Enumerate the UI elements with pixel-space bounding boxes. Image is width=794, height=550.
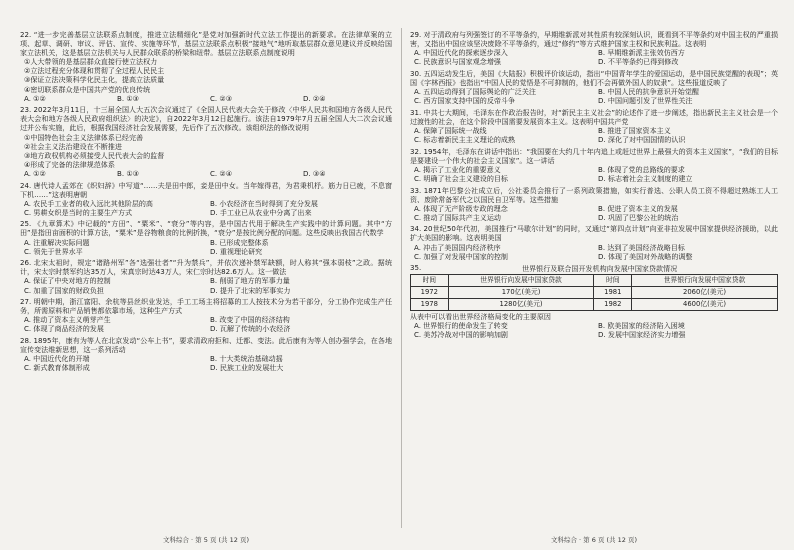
question: [410, 186, 778, 222]
question: [410, 224, 778, 260]
answer-option[interactable]: B. ①③: [117, 93, 139, 103]
question: [20, 297, 392, 333]
answer-option[interactable]: A. 揭示了工业化的重要意义: [414, 164, 501, 174]
question: [410, 30, 778, 66]
question-number: 35.: [410, 263, 422, 273]
question: [410, 147, 778, 183]
answer-option[interactable]: D. 中国问题引发了世界性关注: [598, 96, 693, 106]
answer-option[interactable]: A. 五四运动得到了国际舆论的广泛关注: [414, 87, 536, 97]
question-stem: 34. 20世纪50年代初，美国推行“马歇尔计划”的同时，又通过“第四点计划”向亚非拉发展中国家提供经济援助，以此扩大美国的影响。这表明美国: [410, 224, 778, 243]
answer-options: [410, 48, 778, 66]
answer-option[interactable]: D. 手工业已从农业中分离了出来: [210, 207, 312, 217]
question-stem: 从表中可以看出世界经济格局变化的主要原因: [410, 312, 551, 322]
question: [20, 181, 392, 217]
statement-item: ③保证立法决策科学化民主化，提高立法质量: [24, 75, 165, 85]
statement-item: ④密切联系群众是中国共产党的优良传统: [24, 84, 151, 94]
table-header-cell: 时间: [411, 275, 449, 287]
answer-options: [20, 94, 392, 103]
statement-item: ①中国特色社会主义法律体系已经完善: [24, 132, 144, 142]
answer-option[interactable]: A. 农民手工业者的收入远比其他阶层的高: [24, 198, 153, 208]
question-35: [410, 263, 778, 339]
table-title: 世界银行及联合国开发机构向发展中国家贷款情况: [522, 264, 678, 274]
statement-item: ②立法过程充分体现和贯彻了全过程人民民主: [24, 66, 165, 76]
question: [410, 108, 778, 144]
answer-option[interactable]: C. 明确了社会主义建设的目标: [414, 173, 508, 183]
answer-option[interactable]: D. 标志着社会主义制度的建立: [598, 173, 693, 183]
answer-option[interactable]: A. 保障了国际统一战线: [414, 125, 487, 135]
answer-option[interactable]: A. 体现了无产阶级专政的理念: [414, 203, 508, 213]
loan-table: [410, 274, 778, 311]
answer-option[interactable]: D. ③④: [303, 168, 326, 178]
answer-option[interactable]: D. 深化了对中国国情的认识: [598, 135, 686, 145]
answer-option[interactable]: B. 削弱了地方的军事力量: [210, 276, 290, 286]
answer-option[interactable]: A. 注重解决实际问题: [24, 237, 90, 247]
answer-option[interactable]: B. 改变了中国的经济结构: [210, 315, 290, 325]
footer-right: 文科综合 · 第 6 页 (共 12 页): [550, 536, 637, 544]
answer-option[interactable]: B. 中国人民的抗争意识开始觉醒: [598, 87, 699, 97]
answer-options: [20, 315, 392, 333]
answer-option[interactable]: D. 提升了北宋的军事实力: [210, 285, 291, 295]
answer-option[interactable]: D. 巩固了巴黎公社的统治: [598, 212, 679, 222]
table-cell: 170亿(美元): [448, 287, 594, 299]
answer-option[interactable]: D. 民族工业的发展壮大: [210, 363, 284, 373]
answer-option[interactable]: D. 重视理论研究: [210, 246, 263, 256]
table-cell: 1972: [411, 287, 449, 299]
answer-option[interactable]: B. 欧美国家的经济陷入困境: [598, 321, 685, 331]
answer-options: [410, 87, 778, 105]
answer-option[interactable]: A. 冲击了美国国内经济秩序: [414, 242, 501, 252]
answer-option[interactable]: C. 领先于世界水平: [24, 246, 83, 256]
answer-option[interactable]: C. 美苏冷战对中国的影响加剧: [414, 330, 508, 340]
answer-options: [20, 238, 392, 256]
question: [20, 30, 392, 103]
answer-options: [20, 199, 392, 217]
left-column: [20, 30, 392, 375]
answer-option[interactable]: A. 推动了资本主义萌芽产生: [24, 315, 111, 325]
question-stem: 23. 2022年3月11日，十三届全国人大五次会议通过了《全国人民代表大会关于修改〈中华人民共和国地方各级人民代表大会和地方各级人民政府组织法〉的决定》，自2022年3月12日起施行。该法自1979年7月五届全国人大二次会议通过并公布实施，此后，根据我国经济社会发展需要，先后作了五次修改。该组织法的修改说明: [20, 105, 392, 133]
answer-options: [410, 126, 778, 144]
question-stem: 26. 北宋太祖时，规定“诸路州军”各“选强壮者”“升为禁兵”，并依次递补禁军缺额，时人称其“强本弱枝”之政。据统计，宋太宗时禁军约达35万人，宋真宗时达43万人，宋仁宗时达82.6万人。这一做法: [20, 258, 392, 277]
answer-option[interactable]: C. ②③: [210, 93, 233, 103]
table-cell: 2060亿(美元): [632, 287, 778, 299]
table-cell: 1978: [411, 299, 449, 311]
answer-option[interactable]: C. 加重了国家的财政负担: [24, 285, 104, 295]
answer-option[interactable]: B. 十大类统治基础动摇: [210, 354, 283, 364]
answer-option[interactable]: A. 保证了中央对地方的控制: [24, 276, 111, 286]
answer-option[interactable]: D. 发展中国家经济实力增强: [598, 330, 686, 340]
answer-option[interactable]: C. 推动了国际共产主义运动: [414, 212, 501, 222]
answer-option[interactable]: B. 小农经济在当时得到了充分发展: [210, 198, 318, 208]
footer-left: 文科综合 · 第 5 页 (共 12 页): [162, 536, 249, 544]
answer-options: [410, 204, 778, 222]
column-divider: [401, 28, 402, 528]
answer-option[interactable]: A. ①②: [24, 168, 46, 178]
table-cell: 1280亿(美元): [448, 299, 594, 311]
answer-option[interactable]: D. 瓦解了传统的小农经济: [210, 324, 291, 334]
table-header-cell: 世界银行向发展中国家贷款: [448, 275, 594, 287]
question-stem: 29. 对于清政府与列强签订的不平等条约，早期维新派对其性质有较深刻认识，既看到不平等条约对中国主权的严重损害，又指出中国应该坚决废除不平等条约，通过“修约”等方式维护国家主权和民族利益。这表明: [410, 30, 778, 49]
table-row: [411, 287, 778, 299]
answer-option[interactable]: A. 世界银行的使命发生了转变: [414, 321, 508, 331]
table-cell: 1981: [594, 287, 632, 299]
answer-option[interactable]: A. 中国近代化的探索逐步深入: [414, 48, 508, 58]
question-stem: 32. 1954年，毛泽东在讲话中指出：“我国要在大约几十年内追上或赶过世界上最强大的资本主义国家”，“我们的目标是要建设一个伟大的社会主义国家”。这一讲话: [410, 146, 778, 165]
answer-options: [20, 169, 392, 178]
answer-option[interactable]: D. ②④: [303, 93, 326, 103]
answer-option[interactable]: C. ②④: [210, 168, 233, 178]
answer-option[interactable]: D. 体现了美国对外战略的调整: [598, 251, 693, 261]
question-stem: 27. 明朝中期，浙江富阳、余杭等县丝织业发达，手工工场主将招募的工人按技术分为若干部分，分工协作完成生产任务，所需原料和产品销售都依靠市场，这种生产方式: [20, 297, 392, 316]
answer-option[interactable]: B. 促进了资本主义的发展: [598, 203, 678, 213]
table-header-row: [411, 275, 778, 287]
table-cell: 1982: [594, 299, 632, 311]
statement-item: ③地方政权机构必须接受人民代表大会的监督: [24, 150, 165, 160]
answer-options: [20, 276, 392, 294]
table-cell: 4600亿(美元): [632, 299, 778, 311]
right-column: [410, 30, 778, 342]
question: [410, 69, 778, 105]
question-stem: 22. “进一步完善基层立法联系点制度，推进立法精细化”是党对加强新时代立法工作提出的新要求。在法律草案的立项、起草、调研、审议、评估、宣传、实施等环节，基层立法联系点积极“接地气”地听取基层群众意见建议并反映给国家立法机关，这是基层立法机关与人民群众联系的桥梁和纽带。基层立法联系点制度说明: [20, 30, 392, 58]
answer-option[interactable]: C. 加强了对发展中国家的控制: [414, 251, 508, 261]
question-stem: 30. 五四运动发生后，美国《大陆报》积极评价该运动，指出“中国青年学生的爱国运动，是中国民族觉醒的表现”；英国《字林西报》也指出“中国人民的觉悟是不可抑制的，他们不会再做外国人的奴隶”。这些报道反映了: [410, 68, 778, 87]
statement-item: ①人大带领的是基层群众直接行使立法权力: [24, 57, 158, 67]
answer-option[interactable]: B. 早期维新派主张效仿西方: [598, 48, 685, 58]
question: [20, 105, 392, 178]
statement-list: [20, 57, 392, 93]
statement-item: ②社会主义法治建设在不断推进: [24, 141, 122, 151]
answer-options: [410, 321, 778, 339]
answer-option[interactable]: C. 男耕女织是当时的主要生产方式: [24, 207, 133, 217]
table-header-cell: 世界银行向发展中国家贷款: [632, 275, 778, 287]
question-stem: 25. 《九章算术》中记载的“方田”、“粟米”、“衰分”等内容，是中国古代用于解决生产实践中的计算问题。其中“方田”是指田亩面积的计算方法，“粟米”是谷物粮食的比例折换，“衰分”是按比例分配的问题。这些反映出我国古代数学: [20, 219, 392, 238]
answer-option[interactable]: B. 体现了党的总路线的要求: [598, 164, 685, 174]
table-row: [411, 299, 778, 311]
answer-options: [410, 243, 778, 261]
answer-option[interactable]: B. ①③: [117, 168, 139, 178]
answer-option[interactable]: B. 已形成完整体系: [210, 237, 269, 247]
answer-options: [410, 165, 778, 183]
answer-option[interactable]: B. 推进了国家资本主义: [598, 125, 671, 135]
answer-option[interactable]: C. 西方国家支持中国的反帝斗争: [414, 96, 516, 106]
question-stem: 24. 唐代诗人孟郊在《织妇辞》中写道“……夫是田中郎，妾是田中女。当年嫁得君，为君秉机杼。筋力日已疲，不息窗下机……”这表明唐朝: [20, 180, 392, 199]
answer-option[interactable]: C. 民族意识与国家观念增强: [414, 57, 501, 67]
question: [20, 336, 392, 372]
answer-options: [20, 354, 392, 372]
question-stem: 28. 1895年，康有为等人在北京发动“公车上书”，要求清政府拒和、迁都、变法。此后康有为等人创办强学会，在各地宣传变法维新思想，这一系列活动: [20, 336, 392, 355]
question: [20, 219, 392, 255]
table-header-cell: 时间: [594, 275, 632, 287]
answer-option[interactable]: A. ①②: [24, 93, 46, 103]
statement-list: [20, 133, 392, 169]
answer-option[interactable]: C. 新式教育体制形成: [24, 363, 90, 373]
answer-option[interactable]: D. 不平等条约已得到修改: [598, 57, 679, 67]
answer-option[interactable]: C. 体现了商品经济的发展: [24, 324, 104, 334]
answer-option[interactable]: B. 达到了美国经济战略目标: [598, 242, 685, 252]
question: [20, 258, 392, 294]
answer-option[interactable]: C. 标志着新民主主义理论的成熟: [414, 135, 516, 145]
answer-option[interactable]: A. 中国近代化的开端: [24, 354, 90, 364]
question-stem: 33. 1871年巴黎公社成立后，公社委员会推行了一系列政策措施，如实行普选、公职人员工资不得超过熟练工人工资、废除常备军代之以国民自卫军等。这些措施: [410, 185, 778, 204]
question-stem: 31. 中共七大期间，毛泽东在作政治报告时，对“新民主主义社会”的论述作了进一步阐述，指出新民主主义社会是一个过渡性的社会，在这个阶段中国需要发展资本主义。这表明中国共产党: [410, 107, 778, 126]
statement-item: ④形成了完备的法律规范体系: [24, 159, 115, 169]
